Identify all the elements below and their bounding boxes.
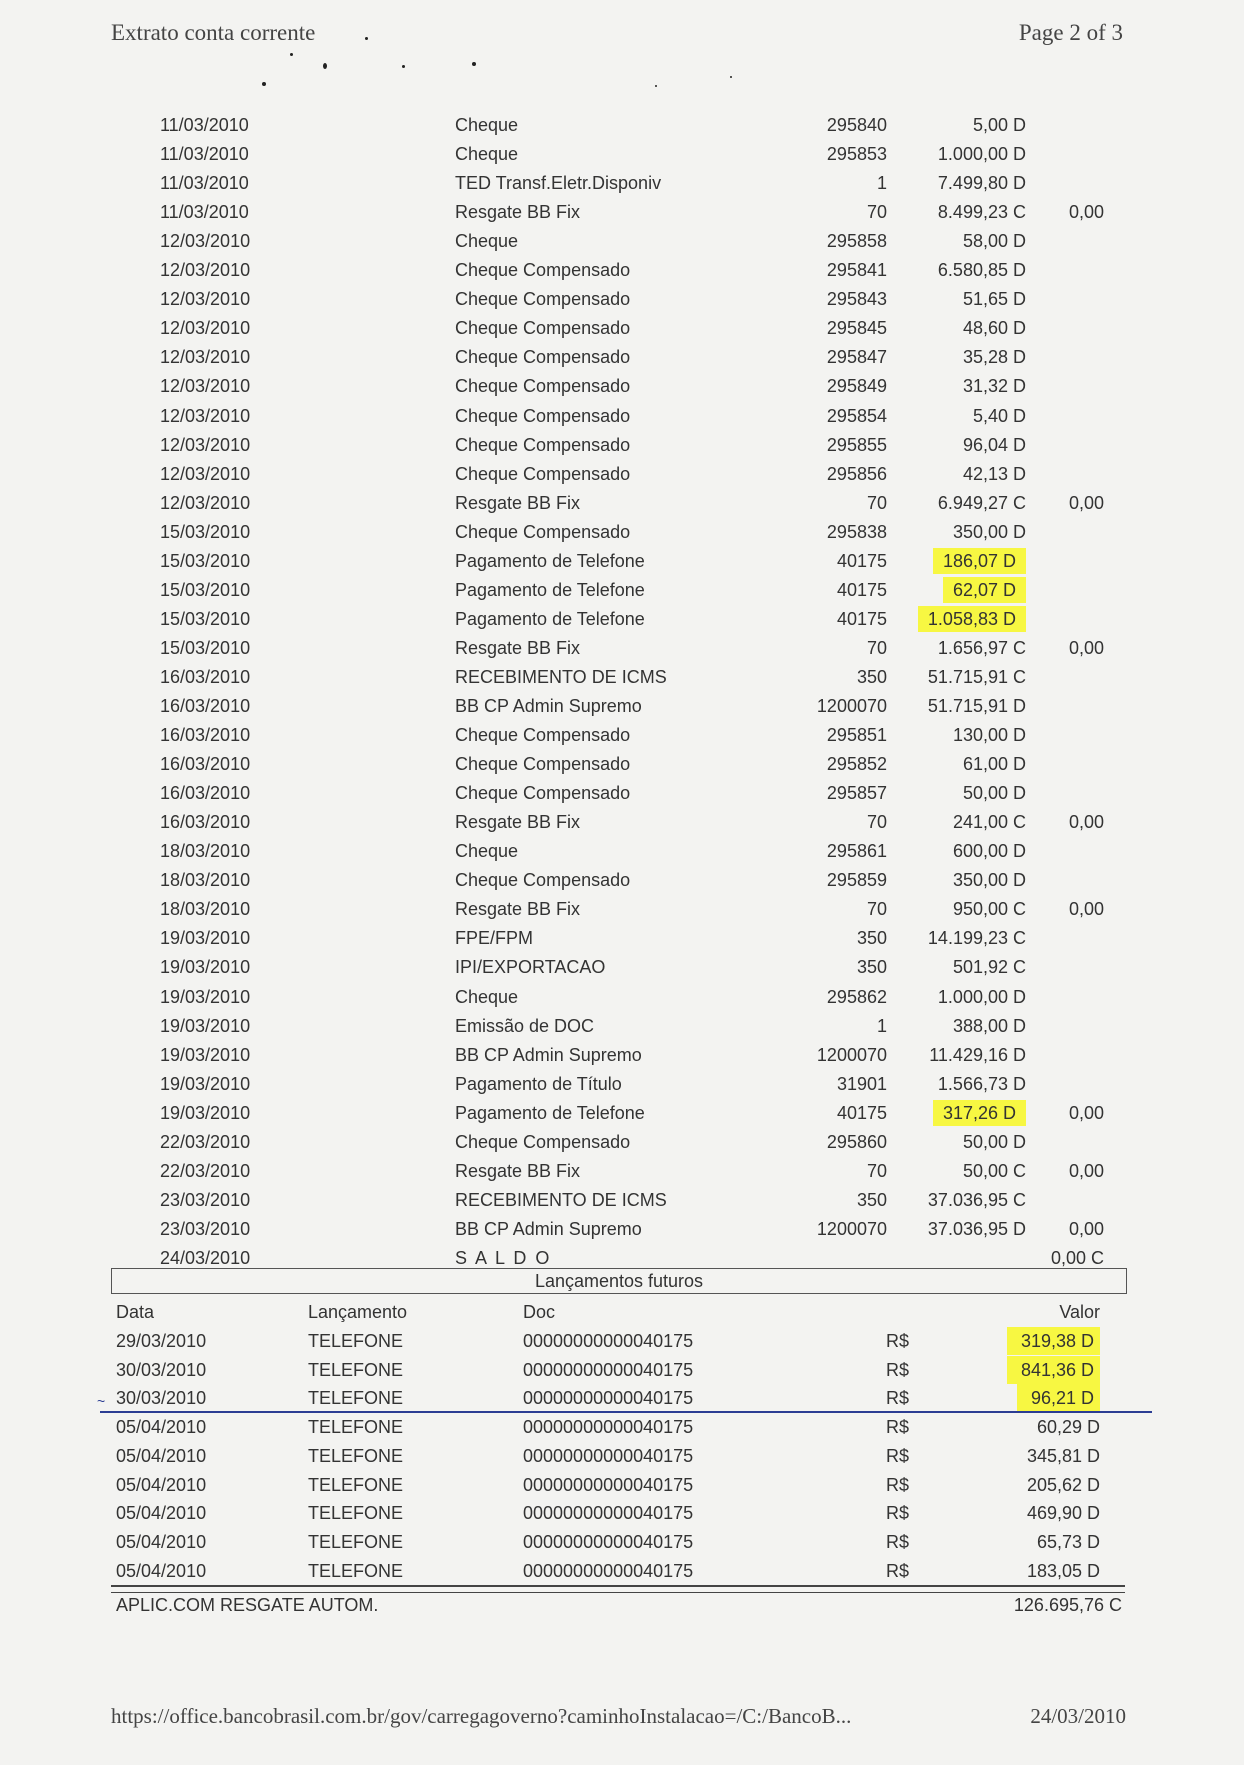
transaction-date: 16/03/2010 [160, 783, 251, 803]
transaction-description: BB CP Admin Supremo [455, 1045, 642, 1065]
transaction-date: 12/03/2010 [160, 406, 251, 426]
transaction-value: 62,07 D [943, 577, 1026, 603]
transaction-description: Resgate BB Fix [455, 202, 581, 222]
future-value: 469,90 D [1026, 1503, 1100, 1523]
transaction-value: 350,00 D [952, 870, 1026, 890]
future-doc: 00000000000040175 [523, 1360, 694, 1380]
transaction-row [0, 722, 1244, 748]
future-section-title: Lançamentos futuros [111, 1268, 1127, 1294]
transaction-value: 350,00 D [952, 522, 1026, 542]
transaction-row [0, 1187, 1244, 1213]
transaction-doc: 70 [866, 812, 887, 832]
pen-mark: ~ [97, 1393, 106, 1409]
transaction-description: Resgate BB Fix [455, 899, 581, 919]
transaction-doc: 70 [866, 202, 887, 222]
transaction-description: Cheque [455, 987, 519, 1007]
future-currency: R$ [886, 1417, 910, 1437]
transaction-date: 11/03/2010 [160, 202, 249, 222]
transaction-description: Cheque Compensado [455, 260, 631, 280]
transaction-doc: 70 [866, 493, 887, 513]
transaction-row [0, 606, 1244, 632]
transaction-row [0, 838, 1244, 864]
transaction-date: 12/03/2010 [160, 231, 251, 251]
transaction-row [0, 635, 1244, 661]
transaction-row [0, 199, 1244, 225]
transaction-value: 950,00 C [952, 899, 1026, 919]
transaction-date: 12/03/2010 [160, 260, 251, 280]
transaction-doc: 40175 [836, 1103, 887, 1123]
transaction-description: Cheque Compensado [455, 783, 631, 803]
transaction-value: 600,00 D [952, 841, 1026, 861]
transaction-doc: 350 [856, 928, 887, 948]
transaction-date: 16/03/2010 [160, 725, 251, 745]
transaction-date: 15/03/2010 [160, 522, 251, 542]
transaction-balance: 0,00 [1068, 493, 1104, 513]
transaction-value: 35,28 D [962, 347, 1026, 367]
transaction-doc: 295853 [826, 144, 887, 164]
transaction-date: 11/03/2010 [160, 144, 249, 164]
future-launch: TELEFONE [308, 1532, 404, 1552]
future-date: 05/04/2010 [116, 1475, 207, 1495]
future-currency: R$ [886, 1503, 910, 1523]
transaction-row [0, 548, 1244, 574]
transaction-description: Pagamento de Telefone [455, 1103, 645, 1123]
transaction-date: 11/03/2010 [160, 115, 249, 135]
page-indicator: Page 2 of 3 [1018, 20, 1123, 45]
future-date: 30/03/2010 [116, 1388, 207, 1408]
transaction-doc: 295857 [826, 783, 887, 803]
future-row [0, 1471, 1244, 1499]
transaction-description: TED Transf.Eletr.Disponiv [455, 173, 662, 193]
future-currency: R$ [886, 1561, 910, 1581]
future-row [0, 1327, 1244, 1355]
transaction-row [0, 228, 1244, 254]
future-launch: TELEFONE [308, 1417, 404, 1437]
transaction-value: 8.499,23 C [937, 202, 1026, 222]
transaction-doc: 295858 [826, 231, 887, 251]
transaction-description: Cheque [455, 841, 519, 861]
transaction-date: 23/03/2010 [160, 1219, 251, 1239]
future-doc: 00000000000040175 [523, 1417, 694, 1437]
future-currency: R$ [886, 1475, 910, 1495]
transaction-value: 51.715,91 D [927, 696, 1026, 716]
transaction-value: 61,00 D [962, 754, 1026, 774]
transaction-balance: 0,00 [1068, 638, 1104, 658]
future-value: 65,73 D [1036, 1532, 1100, 1552]
transaction-value: 317,26 D [933, 1100, 1026, 1126]
transaction-description: Resgate BB Fix [455, 493, 581, 513]
transaction-doc: 40175 [836, 580, 887, 600]
transaction-doc: 70 [866, 638, 887, 658]
transaction-value: 5,00 D [972, 115, 1026, 135]
transaction-description: Cheque Compensado [455, 289, 631, 309]
transaction-row [0, 954, 1244, 980]
future-doc: 00000000000040175 [523, 1446, 694, 1466]
future-doc: 00000000000040175 [523, 1388, 694, 1408]
transaction-doc: 295849 [826, 376, 887, 396]
summary-label: APLIC.COM RESGATE AUTOM. [116, 1595, 379, 1615]
transaction-date: 15/03/2010 [160, 638, 251, 658]
future-launch: TELEFONE [308, 1360, 404, 1380]
future-launch: TELEFONE [308, 1561, 404, 1581]
transaction-balance: 0,00 [1068, 899, 1104, 919]
future-value: 841,36 D [1007, 1356, 1100, 1384]
transaction-value: 1.000,00 D [937, 144, 1026, 164]
transaction-date: 16/03/2010 [160, 754, 251, 774]
transaction-description: S A L D O [455, 1248, 552, 1268]
future-doc: 00000000000040175 [523, 1561, 694, 1581]
future-value: 60,29 D [1036, 1417, 1100, 1437]
transaction-row [0, 925, 1244, 951]
transaction-value: 58,00 D [962, 231, 1026, 251]
transaction-description: RECEBIMENTO DE ICMS [455, 1190, 667, 1210]
transaction-description: Cheque Compensado [455, 435, 631, 455]
transaction-value: 96,04 D [962, 435, 1026, 455]
scan-speck [365, 37, 368, 40]
transaction-date: 19/03/2010 [160, 1016, 251, 1036]
future-row [0, 1499, 1244, 1527]
transaction-doc: 295840 [826, 115, 887, 135]
future-header-doc: Doc [523, 1302, 556, 1322]
future-row [0, 1557, 1244, 1585]
transaction-description: Cheque Compensado [455, 406, 631, 426]
future-row [0, 1356, 1244, 1384]
transaction-doc: 40175 [836, 551, 887, 571]
transaction-date: 16/03/2010 [160, 667, 251, 687]
future-header-value: Valor [1059, 1302, 1100, 1322]
transaction-balance: 0,00 [1068, 1161, 1104, 1181]
transaction-row [0, 315, 1244, 341]
transaction-description: BB CP Admin Supremo [455, 696, 642, 716]
transaction-row [0, 1071, 1244, 1097]
transaction-row [0, 141, 1244, 167]
future-header-date: Data [116, 1302, 155, 1322]
transaction-description: Cheque [455, 231, 519, 251]
transaction-doc: 295854 [826, 406, 887, 426]
future-currency: R$ [886, 1388, 910, 1408]
future-row [0, 1528, 1244, 1556]
transaction-row [0, 490, 1244, 516]
transaction-row [0, 257, 1244, 283]
transaction-doc: 31901 [836, 1074, 887, 1094]
transaction-value: 14.199,23 C [927, 928, 1026, 948]
future-date: 05/04/2010 [116, 1446, 207, 1466]
transaction-row [0, 1129, 1244, 1155]
transaction-value: 51,65 D [962, 289, 1026, 309]
transaction-doc: 350 [856, 1190, 887, 1210]
transaction-row [0, 1216, 1244, 1242]
future-doc: 00000000000040175 [523, 1475, 694, 1495]
future-row [0, 1413, 1244, 1441]
future-currency: R$ [886, 1532, 910, 1552]
transaction-value: 130,00 D [952, 725, 1026, 745]
transaction-date: 19/03/2010 [160, 928, 251, 948]
transaction-date: 19/03/2010 [160, 1045, 251, 1065]
transaction-description: Pagamento de Título [455, 1074, 622, 1094]
scan-speck [262, 82, 266, 86]
transaction-date: 18/03/2010 [160, 899, 251, 919]
future-doc: 00000000000040175 [523, 1503, 694, 1523]
scan-speck [472, 62, 476, 66]
transaction-date: 12/03/2010 [160, 289, 251, 309]
scan-speck [730, 76, 732, 78]
scan-speck [655, 85, 657, 87]
future-value: 319,38 D [1007, 1327, 1100, 1355]
transaction-date: 19/03/2010 [160, 987, 251, 1007]
transaction-value: 37.036,95 C [927, 1190, 1026, 1210]
scan-speck [402, 65, 405, 68]
transaction-description: Cheque [455, 115, 519, 135]
transaction-value: 51.715,91 C [927, 667, 1026, 687]
transaction-doc: 1 [876, 173, 887, 193]
transaction-description: Cheque Compensado [455, 522, 631, 542]
transaction-date: 12/03/2010 [160, 464, 251, 484]
transaction-description: Cheque Compensado [455, 464, 631, 484]
future-launch: TELEFONE [308, 1331, 404, 1351]
transaction-row [0, 751, 1244, 777]
transaction-description: Pagamento de Telefone [455, 551, 645, 571]
transaction-value: 37.036,95 D [927, 1219, 1026, 1239]
transaction-doc: 295861 [826, 841, 887, 861]
transaction-description: Cheque Compensado [455, 754, 631, 774]
transaction-row [0, 693, 1244, 719]
transaction-doc: 70 [866, 899, 887, 919]
transaction-value: 1.058,83 D [918, 606, 1026, 632]
transaction-value: 1.656,97 C [937, 638, 1026, 658]
transaction-row [0, 112, 1244, 138]
transaction-doc: 1 [876, 1016, 887, 1036]
transaction-description: Resgate BB Fix [455, 1161, 581, 1181]
transaction-value: 1.566,73 D [937, 1074, 1026, 1094]
transaction-balance: 0,00 [1068, 202, 1104, 222]
transaction-value: 5,40 D [972, 406, 1026, 426]
transaction-value: 31,32 D [962, 376, 1026, 396]
transaction-value: 50,00 D [962, 1132, 1026, 1152]
transaction-row [0, 1042, 1244, 1068]
scan-speck [323, 63, 327, 69]
section-divider [111, 1585, 1125, 1593]
transaction-doc: 70 [866, 1161, 887, 1181]
transaction-doc: 295862 [826, 987, 887, 1007]
transaction-description: RECEBIMENTO DE ICMS [455, 667, 667, 687]
transaction-description: IPI/EXPORTACAO [455, 957, 606, 977]
transaction-balance: 0,00 [1068, 812, 1104, 832]
pen-underline [100, 1411, 1152, 1413]
transaction-row [0, 403, 1244, 429]
transaction-row [0, 373, 1244, 399]
future-date: 30/03/2010 [116, 1360, 207, 1380]
transaction-balance: 0,00 [1068, 1103, 1104, 1123]
transaction-date: 15/03/2010 [160, 609, 251, 629]
future-currency: R$ [886, 1360, 910, 1380]
transaction-doc: 295847 [826, 347, 887, 367]
transaction-doc: 1200070 [816, 1045, 887, 1065]
future-date: 05/04/2010 [116, 1417, 207, 1437]
future-currency: R$ [886, 1446, 910, 1466]
transaction-date: 22/03/2010 [160, 1132, 251, 1152]
transaction-doc: 350 [856, 667, 887, 687]
footer-date: 24/03/2010 [1030, 1704, 1126, 1728]
transaction-date: 23/03/2010 [160, 1190, 251, 1210]
transaction-description: FPE/FPM [455, 928, 534, 948]
transaction-doc: 295838 [826, 522, 887, 542]
transaction-doc: 295845 [826, 318, 887, 338]
future-launch: TELEFONE [308, 1446, 404, 1466]
future-date: 05/04/2010 [116, 1532, 207, 1552]
transaction-date: 19/03/2010 [160, 1103, 251, 1123]
transaction-date: 15/03/2010 [160, 580, 251, 600]
transaction-row [0, 1100, 1244, 1126]
transaction-date: 16/03/2010 [160, 812, 251, 832]
transaction-date: 18/03/2010 [160, 841, 251, 861]
future-doc: 00000000000040175 [523, 1532, 694, 1552]
transaction-description: Cheque Compensado [455, 725, 631, 745]
footer-url[interactable]: https://office.bancobrasil.com.br/gov/carregagoverno?caminhoInstalacao=/C:/BancoB... [111, 1704, 852, 1728]
transaction-value: 6.949,27 C [937, 493, 1026, 513]
future-row [0, 1384, 1244, 1412]
transaction-description: Resgate BB Fix [455, 638, 581, 658]
future-launch: TELEFONE [308, 1388, 404, 1408]
future-launch: TELEFONE [308, 1503, 404, 1523]
transaction-date: 15/03/2010 [160, 551, 251, 571]
transaction-value: 241,00 C [952, 812, 1026, 832]
transaction-date: 19/03/2010 [160, 957, 251, 977]
transaction-row [0, 809, 1244, 835]
transaction-doc: 295843 [826, 289, 887, 309]
future-value: 183,05 D [1026, 1561, 1100, 1581]
transaction-value: 50,00 C [962, 1161, 1026, 1181]
transaction-row [0, 984, 1244, 1010]
transaction-date: 16/03/2010 [160, 696, 251, 716]
future-currency: R$ [886, 1331, 910, 1351]
scan-speck [290, 53, 293, 56]
transaction-description: Resgate BB Fix [455, 812, 581, 832]
transaction-date: 18/03/2010 [160, 870, 251, 890]
future-value: 205,62 D [1026, 1475, 1100, 1495]
transaction-date: 19/03/2010 [160, 1074, 251, 1094]
transaction-date: 12/03/2010 [160, 435, 251, 455]
transaction-date: 12/03/2010 [160, 318, 251, 338]
transaction-value: 6.580,85 D [937, 260, 1026, 280]
transaction-row [0, 577, 1244, 603]
transaction-doc: 295855 [826, 435, 887, 455]
transaction-balance: 0,00 [1068, 1219, 1104, 1239]
transaction-row [0, 461, 1244, 487]
transaction-date: 11/03/2010 [160, 173, 249, 193]
future-value: 96,21 D [1017, 1384, 1100, 1412]
transaction-date: 24/03/2010 [160, 1248, 251, 1268]
transaction-row [0, 519, 1244, 545]
transaction-row [0, 780, 1244, 806]
transaction-value: 186,07 D [933, 548, 1026, 574]
future-date: 05/04/2010 [116, 1561, 207, 1581]
transaction-doc: 295852 [826, 754, 887, 774]
transaction-description: Cheque Compensado [455, 318, 631, 338]
transaction-description: Cheque [455, 144, 519, 164]
transaction-doc: 1200070 [816, 1219, 887, 1239]
summary-value: 126.695,76 C [1013, 1595, 1122, 1615]
transaction-description: Cheque Compensado [455, 1132, 631, 1152]
transaction-description: Pagamento de Telefone [455, 609, 645, 629]
transaction-row [0, 867, 1244, 893]
transaction-row [0, 1013, 1244, 1039]
transaction-date: 22/03/2010 [160, 1161, 251, 1181]
transaction-balance: 0,00 C [1050, 1248, 1104, 1268]
transaction-row [0, 1158, 1244, 1184]
future-doc: 00000000000040175 [523, 1331, 694, 1351]
transaction-date: 12/03/2010 [160, 347, 251, 367]
transaction-doc: 295860 [826, 1132, 887, 1152]
transaction-value: 388,00 D [952, 1016, 1026, 1036]
transaction-row [0, 664, 1244, 690]
transaction-value: 7.499,80 D [937, 173, 1026, 193]
transaction-row [0, 286, 1244, 312]
transaction-doc: 295856 [826, 464, 887, 484]
transaction-row [0, 170, 1244, 196]
transaction-value: 501,92 C [952, 957, 1026, 977]
transaction-value: 1.000,00 D [937, 987, 1026, 1007]
future-row [0, 1442, 1244, 1470]
transaction-value: 48,60 D [962, 318, 1026, 338]
transaction-doc: 295851 [826, 725, 887, 745]
transaction-doc: 295841 [826, 260, 887, 280]
transaction-doc: 295859 [826, 870, 887, 890]
future-launch: TELEFONE [308, 1475, 404, 1495]
future-value: 345,81 D [1026, 1446, 1100, 1466]
document-title: Extrato conta corrente [111, 20, 316, 45]
future-date: 29/03/2010 [116, 1331, 207, 1351]
transaction-row [0, 344, 1244, 370]
transaction-value: 11.429,16 D [929, 1045, 1026, 1065]
future-header-launch: Lançamento [308, 1302, 408, 1322]
transaction-row [0, 432, 1244, 458]
transaction-doc: 350 [856, 957, 887, 977]
transaction-description: BB CP Admin Supremo [455, 1219, 642, 1239]
transaction-doc: 1200070 [816, 696, 887, 716]
future-table-header [0, 1298, 1244, 1326]
transaction-description: Cheque Compensado [455, 347, 631, 367]
transaction-description: Cheque Compensado [455, 376, 631, 396]
transaction-date: 12/03/2010 [160, 376, 251, 396]
transaction-description: Emissão de DOC [455, 1016, 595, 1036]
transaction-description: Pagamento de Telefone [455, 580, 645, 600]
future-date: 05/04/2010 [116, 1503, 207, 1523]
transaction-doc: 40175 [836, 609, 887, 629]
transaction-description: Cheque Compensado [455, 870, 631, 890]
transaction-row [0, 896, 1244, 922]
transaction-date: 12/03/2010 [160, 493, 251, 513]
transaction-value: 50,00 D [962, 783, 1026, 803]
transaction-value: 42,13 D [962, 464, 1026, 484]
